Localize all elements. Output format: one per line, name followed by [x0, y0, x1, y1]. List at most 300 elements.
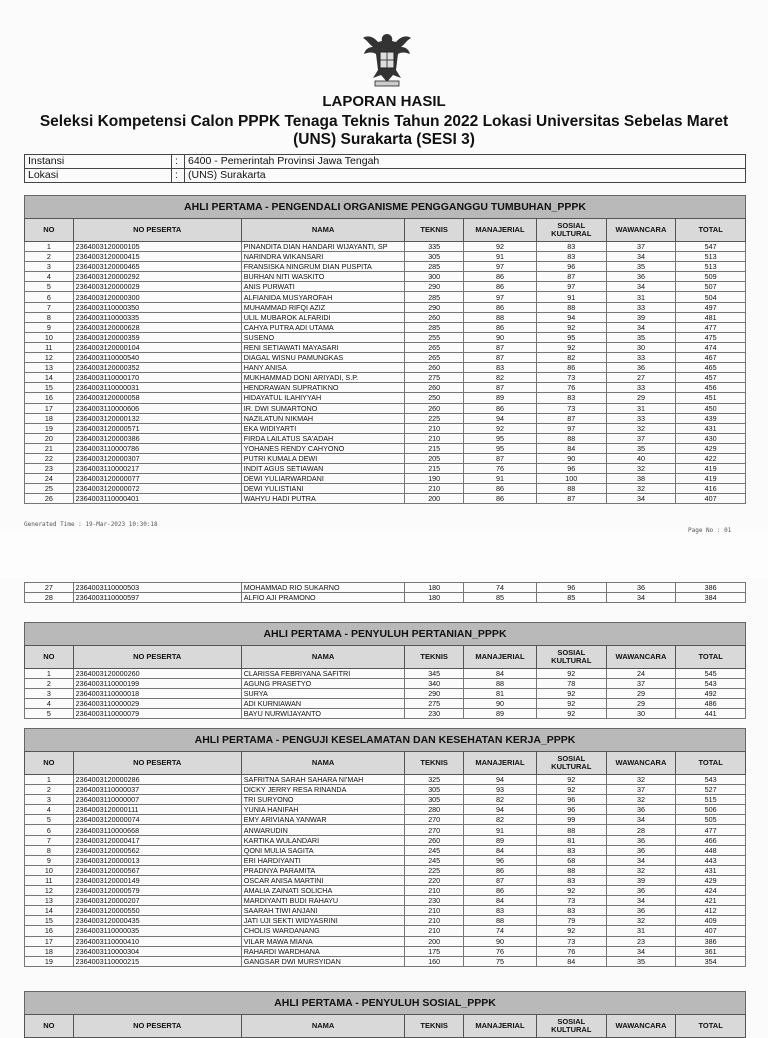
cell-sosial: 96 [536, 583, 606, 593]
cell-no: 13 [25, 896, 74, 906]
page-title: LAPORAN HASIL [322, 93, 446, 110]
cell-total: 407 [676, 494, 746, 504]
cell-teknis: 230 [405, 896, 464, 906]
table-row [25, 262, 746, 272]
cell-nama: ADI KURNIAWAN [241, 699, 405, 709]
cell-teknis: 275 [405, 699, 464, 709]
cell-sosial: 96 [536, 464, 606, 474]
cell-wawancara: 32 [606, 423, 676, 433]
cell-total: 515 [676, 795, 746, 805]
cell-no: 11 [25, 342, 74, 352]
cell-manajerial: 91 [463, 474, 536, 484]
cell-manajerial: 74 [463, 583, 536, 593]
column-header-total: TOTAL [676, 646, 746, 669]
cell-wawancara: 34 [606, 815, 676, 825]
cell-sosial: 95 [536, 332, 606, 342]
cell-sosial: 85 [536, 593, 606, 603]
cell-no: 9 [25, 322, 74, 332]
table-row [25, 252, 746, 262]
page-break [0, 532, 768, 578]
cell-no: 5 [25, 709, 74, 719]
cell-no-peserta: 2364003110000410 [73, 936, 241, 946]
cell-sosial: 73 [536, 403, 606, 413]
cell-no-peserta: 2364003120000417 [73, 835, 241, 845]
cell-nama: INDIT AGUS SETIAWAN [241, 464, 405, 474]
table-row [25, 272, 746, 282]
section-title: AHLI PERTAMA - PENGENDALI ORGANISME PENGGANGGU TUMBUHAN_PPPK [24, 195, 746, 218]
cell-no-peserta: 2364003110000199 [73, 679, 241, 689]
cell-sosial: 92 [536, 775, 606, 785]
cell-manajerial: 84 [463, 845, 536, 855]
cell-teknis: 285 [405, 322, 464, 332]
cell-wawancara: 33 [606, 413, 676, 423]
results-table [24, 218, 746, 504]
cell-total: 431 [676, 865, 746, 875]
cell-no: 2 [25, 785, 74, 795]
cell-sosial: 83 [536, 252, 606, 262]
cell-no: 16 [25, 393, 74, 403]
cell-teknis: 270 [405, 815, 464, 825]
section-0 [24, 195, 746, 504]
table-row [25, 946, 746, 956]
cell-no: 26 [25, 494, 74, 504]
table-row [25, 322, 746, 332]
cell-teknis: 305 [405, 795, 464, 805]
cell-manajerial: 93 [463, 785, 536, 795]
column-header-no-peserta: NO PESERTA [73, 752, 241, 775]
cell-sosial: 91 [536, 292, 606, 302]
cell-no-peserta: 2364003120000207 [73, 896, 241, 906]
table-row [25, 825, 746, 835]
cell-no: 9 [25, 855, 74, 865]
cell-no-peserta: 2364003120000058 [73, 393, 241, 403]
cell-total: 543 [676, 679, 746, 689]
table-row [25, 393, 746, 403]
cell-nama: PRADNYA PARAMITA [241, 865, 405, 875]
cell-manajerial: 89 [463, 835, 536, 845]
table-row [25, 875, 746, 885]
column-header-sosial: SOSIAL KULTURAL [536, 752, 606, 775]
cell-nama: SURYA [241, 689, 405, 699]
cell-wawancara: 24 [606, 669, 676, 679]
cell-teknis: 220 [405, 875, 464, 885]
cell-total: 439 [676, 413, 746, 423]
cell-total: 513 [676, 252, 746, 262]
cell-no-peserta: 2364003110000079 [73, 709, 241, 719]
cell-sosial: 94 [536, 312, 606, 322]
cell-no-peserta: 2364003120000111 [73, 805, 241, 815]
cell-no: 2 [25, 679, 74, 689]
cell-nama: SAFRITNA SARAH SAHARA NI'MAH [241, 775, 405, 785]
cell-manajerial: 94 [463, 413, 536, 423]
cell-no-peserta: 2364003110000668 [73, 825, 241, 835]
cell-wawancara: 37 [606, 679, 676, 689]
cell-no: 3 [25, 262, 74, 272]
cell-manajerial: 87 [463, 453, 536, 463]
column-header-no-peserta: NO PESERTA [73, 219, 241, 242]
cell-wawancara: 34 [606, 946, 676, 956]
column-header-teknis: TEKNIS [405, 219, 464, 242]
cell-nama: DIAGAL WISNU PAMUNGKAS [241, 353, 405, 363]
cell-no: 4 [25, 699, 74, 709]
table-row [25, 373, 746, 383]
cell-total: 486 [676, 699, 746, 709]
cell-no: 19 [25, 956, 74, 966]
table-row [25, 413, 746, 423]
cell-nama: YUNIA HANIFAH [241, 805, 405, 815]
cell-no: 5 [25, 282, 74, 292]
cell-teknis: 215 [405, 443, 464, 453]
cell-manajerial: 86 [463, 484, 536, 494]
cell-teknis: 260 [405, 835, 464, 845]
cell-wawancara: 32 [606, 464, 676, 474]
cell-sosial: 88 [536, 865, 606, 875]
cell-manajerial: 83 [463, 906, 536, 916]
garuda-emblem-icon [361, 30, 413, 88]
cell-wawancara: 30 [606, 342, 676, 352]
cell-manajerial: 91 [463, 252, 536, 262]
cell-wawancara: 36 [606, 906, 676, 916]
cell-no: 7 [25, 302, 74, 312]
cell-wawancara: 30 [606, 709, 676, 719]
cell-wawancara: 36 [606, 845, 676, 855]
cell-no-peserta: 2364003110000217 [73, 464, 241, 474]
cell-teknis: 160 [405, 956, 464, 966]
lokasi-value: (UNS) Surakarta [185, 169, 746, 183]
cell-no: 12 [25, 353, 74, 363]
cell-no-peserta: 2364003110000606 [73, 403, 241, 413]
cell-wawancara: 38 [606, 474, 676, 484]
cell-total: 354 [676, 956, 746, 966]
cell-nama: QONI MULIA SAGITA [241, 845, 405, 855]
cell-no: 21 [25, 443, 74, 453]
table-row [25, 403, 746, 413]
section-title: AHLI PERTAMA - PENGUJI KESELAMATAN DAN KESEHATAN KERJA_PPPK [24, 728, 746, 751]
cell-total: 457 [676, 373, 746, 383]
cell-sosial: 88 [536, 433, 606, 443]
cell-sosial: 88 [536, 302, 606, 312]
cell-sosial: 73 [536, 936, 606, 946]
cell-total: 412 [676, 906, 746, 916]
cell-sosial: 87 [536, 413, 606, 423]
cell-manajerial: 86 [463, 886, 536, 896]
cell-no-peserta: 2364003120000415 [73, 252, 241, 262]
cell-total: 409 [676, 916, 746, 926]
cell-sosial: 84 [536, 443, 606, 453]
cell-wawancara: 27 [606, 373, 676, 383]
cell-manajerial: 87 [463, 353, 536, 363]
cell-no: 18 [25, 946, 74, 956]
cell-sosial: 87 [536, 272, 606, 282]
cell-manajerial: 84 [463, 669, 536, 679]
cell-wawancara: 34 [606, 896, 676, 906]
cell-teknis: 210 [405, 916, 464, 926]
cell-manajerial: 87 [463, 383, 536, 393]
cell-nama: ULIL MUBAROK ALFARIDI [241, 312, 405, 322]
cell-wawancara: 29 [606, 689, 676, 699]
cell-sosial: 96 [536, 805, 606, 815]
cell-nama: ALFIO AJI PRAMONO [241, 593, 405, 603]
cell-nama: DEWI YULISTIANI [241, 484, 405, 494]
cell-sosial: 88 [536, 484, 606, 494]
column-header-total: TOTAL [676, 219, 746, 242]
cell-teknis: 225 [405, 865, 464, 875]
results-table [24, 582, 746, 603]
cell-total: 475 [676, 332, 746, 342]
column-header-wawancara: WAWANCARA [606, 646, 676, 669]
cell-teknis: 260 [405, 312, 464, 322]
cell-manajerial: 86 [463, 302, 536, 312]
cell-sosial: 76 [536, 946, 606, 956]
table-row [25, 936, 746, 946]
cell-total: 443 [676, 855, 746, 865]
cell-total: 505 [676, 815, 746, 825]
section-2 [24, 622, 746, 719]
cell-no-peserta: 2364003120000579 [73, 886, 241, 896]
cell-total: 481 [676, 312, 746, 322]
cell-no-peserta: 2364003120000300 [73, 292, 241, 302]
cell-nama: MUKHAMMAD DONI ARIYADI, S.P. [241, 373, 405, 383]
table-row [25, 845, 746, 855]
cell-no-peserta: 2364003120000013 [73, 855, 241, 865]
cell-teknis: 335 [405, 242, 464, 252]
cell-teknis: 265 [405, 353, 464, 363]
column-header-nama: NAMA [241, 752, 405, 775]
subtitle-line-2: (UNS) Surakarta (SESI 3) [293, 131, 475, 148]
column-header-total: TOTAL [676, 752, 746, 775]
cell-total: 419 [676, 474, 746, 484]
column-header-no-peserta: NO PESERTA [73, 646, 241, 669]
cell-manajerial: 88 [463, 679, 536, 689]
header-row [25, 1015, 746, 1038]
cell-no: 3 [25, 689, 74, 699]
cell-nama: CLARISSA FEBRIYANA SAFITRI [241, 669, 405, 679]
info-row-lokasi [25, 169, 746, 183]
cell-manajerial: 92 [463, 423, 536, 433]
cell-wawancara: 28 [606, 825, 676, 835]
cell-manajerial: 95 [463, 433, 536, 443]
cell-no-peserta: 2364003120000359 [73, 332, 241, 342]
cell-no: 15 [25, 916, 74, 926]
cell-total: 441 [676, 709, 746, 719]
cell-nama: ANIS PURWATI [241, 282, 405, 292]
cell-no-peserta: 2364003110000304 [73, 946, 241, 956]
cell-sosial: 92 [536, 886, 606, 896]
cell-manajerial: 86 [463, 272, 536, 282]
cell-teknis: 210 [405, 423, 464, 433]
table-row [25, 312, 746, 322]
cell-no: 25 [25, 484, 74, 494]
section-3 [24, 728, 746, 967]
cell-no: 5 [25, 815, 74, 825]
cell-total: 430 [676, 433, 746, 443]
cell-sosial: 73 [536, 896, 606, 906]
cell-no: 10 [25, 332, 74, 342]
cell-teknis: 280 [405, 805, 464, 815]
column-header-nama: NAMA [241, 219, 405, 242]
cell-nama: HENDRAWAN SUPRATIKNO [241, 383, 405, 393]
cell-nama: AGUNG PRASETYO [241, 679, 405, 689]
cell-manajerial: 83 [463, 363, 536, 373]
table-row [25, 775, 746, 785]
cell-no: 6 [25, 825, 74, 835]
cell-teknis: 290 [405, 302, 464, 312]
cell-no-peserta: 2364003120000628 [73, 322, 241, 332]
cell-manajerial: 90 [463, 332, 536, 342]
table-row [25, 433, 746, 443]
cell-total: 384 [676, 593, 746, 603]
cell-wawancara: 36 [606, 583, 676, 593]
cell-nama: BURHAN NITI WASKITO [241, 272, 405, 282]
cell-nama: RAHARDI WARDHANA [241, 946, 405, 956]
cell-teknis: 260 [405, 403, 464, 413]
cell-total: 477 [676, 322, 746, 332]
cell-wawancara: 32 [606, 795, 676, 805]
cell-nama: MARDIYANTI BUDI RAHAYU [241, 896, 405, 906]
cell-wawancara: 35 [606, 443, 676, 453]
cell-nama: MUHAMMAD RIFQI AZIZ [241, 302, 405, 312]
cell-nama: IR. DWI SUMARTONO [241, 403, 405, 413]
table-row [25, 474, 746, 484]
table-row [25, 956, 746, 966]
table-row [25, 886, 746, 896]
cell-nama: ANWARUDIN [241, 825, 405, 835]
instansi-sep: : [172, 155, 185, 169]
cell-manajerial: 90 [463, 699, 536, 709]
info-table [24, 154, 746, 183]
table-row [25, 494, 746, 504]
cell-manajerial: 89 [463, 709, 536, 719]
page-subtitle [0, 113, 768, 149]
table-row [25, 302, 746, 312]
cell-manajerial: 88 [463, 312, 536, 322]
cell-manajerial: 95 [463, 443, 536, 453]
cell-total: 448 [676, 845, 746, 855]
cell-nama: NAZILATUN NIKMAH [241, 413, 405, 423]
table-row [25, 292, 746, 302]
cell-no: 28 [25, 593, 74, 603]
cell-wawancara: 35 [606, 262, 676, 272]
column-header-sosial: SOSIAL KULTURAL [536, 219, 606, 242]
cell-manajerial: 82 [463, 373, 536, 383]
cell-nama: NARINDRA WIKANSARI [241, 252, 405, 262]
cell-no-peserta: 2364003120000435 [73, 916, 241, 926]
header-row [25, 752, 746, 775]
cell-wawancara: 34 [606, 593, 676, 603]
cell-sosial: 92 [536, 926, 606, 936]
cell-no: 1 [25, 669, 74, 679]
cell-no-peserta: 2364003110000018 [73, 689, 241, 699]
cell-sosial: 76 [536, 383, 606, 393]
cell-no: 14 [25, 906, 74, 916]
cell-no-peserta: 2364003110000035 [73, 926, 241, 936]
column-header-manajerial: MANAJERIAL [463, 646, 536, 669]
column-header-no-peserta: NO PESERTA [73, 1015, 241, 1038]
cell-no: 22 [25, 453, 74, 463]
table-row [25, 443, 746, 453]
cell-teknis: 325 [405, 775, 464, 785]
cell-teknis: 175 [405, 946, 464, 956]
cell-no: 1 [25, 775, 74, 785]
cell-no-peserta: 2364003110000170 [73, 373, 241, 383]
cell-wawancara: 34 [606, 282, 676, 292]
column-header-wawancara: WAWANCARA [606, 1015, 676, 1038]
cell-manajerial: 97 [463, 292, 536, 302]
cell-wawancara: 23 [606, 936, 676, 946]
table-row [25, 593, 746, 603]
cell-wawancara: 34 [606, 494, 676, 504]
cell-sosial: 87 [536, 494, 606, 504]
cell-teknis: 300 [405, 272, 464, 282]
cell-no: 4 [25, 805, 74, 815]
cell-wawancara: 32 [606, 775, 676, 785]
cell-no: 15 [25, 383, 74, 393]
column-header-teknis: TEKNIS [405, 1015, 464, 1038]
cell-total: 513 [676, 262, 746, 272]
cell-nama: RENI SETIAWATI MAYASARI [241, 342, 405, 352]
cell-wawancara: 31 [606, 403, 676, 413]
column-header-no: NO [25, 752, 74, 775]
column-header-manajerial: MANAJERIAL [463, 219, 536, 242]
cell-sosial: 92 [536, 709, 606, 719]
cell-teknis: 230 [405, 709, 464, 719]
cell-total: 407 [676, 926, 746, 936]
subtitle-line-1: Seleksi Kompetensi Calon PPPK Tenaga Teknis Tahun 2022 Lokasi Universitas Sebelas Maret [39, 113, 729, 130]
cell-no: 20 [25, 433, 74, 443]
cell-no-peserta: 2364003120000562 [73, 845, 241, 855]
cell-total: 431 [676, 423, 746, 433]
cell-no-peserta: 2364003120000550 [73, 906, 241, 916]
cell-sosial: 81 [536, 835, 606, 845]
cell-total: 474 [676, 342, 746, 352]
table-row [25, 484, 746, 494]
table-row [25, 464, 746, 474]
cell-no-peserta: 2364003110000215 [73, 956, 241, 966]
cell-wawancara: 37 [606, 433, 676, 443]
cell-nama: HANY ANISA [241, 363, 405, 373]
cell-no-peserta: 2364003120000571 [73, 423, 241, 433]
cell-wawancara: 36 [606, 835, 676, 845]
cell-no-peserta: 2364003120000072 [73, 484, 241, 494]
cell-total: 450 [676, 403, 746, 413]
cell-nama: SUSENO [241, 332, 405, 342]
cell-sosial: 84 [536, 956, 606, 966]
cell-manajerial: 85 [463, 593, 536, 603]
cell-sosial: 83 [536, 242, 606, 252]
cell-sosial: 92 [536, 785, 606, 795]
cell-teknis: 200 [405, 936, 464, 946]
cell-manajerial: 86 [463, 865, 536, 875]
cell-teknis: 260 [405, 383, 464, 393]
cell-total: 422 [676, 453, 746, 463]
cell-nama: EMY ARIVIANA YANWAR [241, 815, 405, 825]
cell-wawancara: 29 [606, 699, 676, 709]
cell-no-peserta: 2364003120000260 [73, 669, 241, 679]
cell-no-peserta: 2364003120000105 [73, 242, 241, 252]
column-header-wawancara: WAWANCARA [606, 752, 676, 775]
cell-no-peserta: 2364003120000292 [73, 272, 241, 282]
cell-no: 27 [25, 583, 74, 593]
table-row [25, 815, 746, 825]
cell-no-peserta: 2364003110000335 [73, 312, 241, 322]
cell-teknis: 180 [405, 583, 464, 593]
cell-total: 421 [676, 896, 746, 906]
cell-teknis: 305 [405, 252, 464, 262]
instansi-label: Instansi [25, 155, 172, 169]
cell-wawancara: 32 [606, 916, 676, 926]
cell-teknis: 190 [405, 474, 464, 484]
cell-manajerial: 84 [463, 896, 536, 906]
